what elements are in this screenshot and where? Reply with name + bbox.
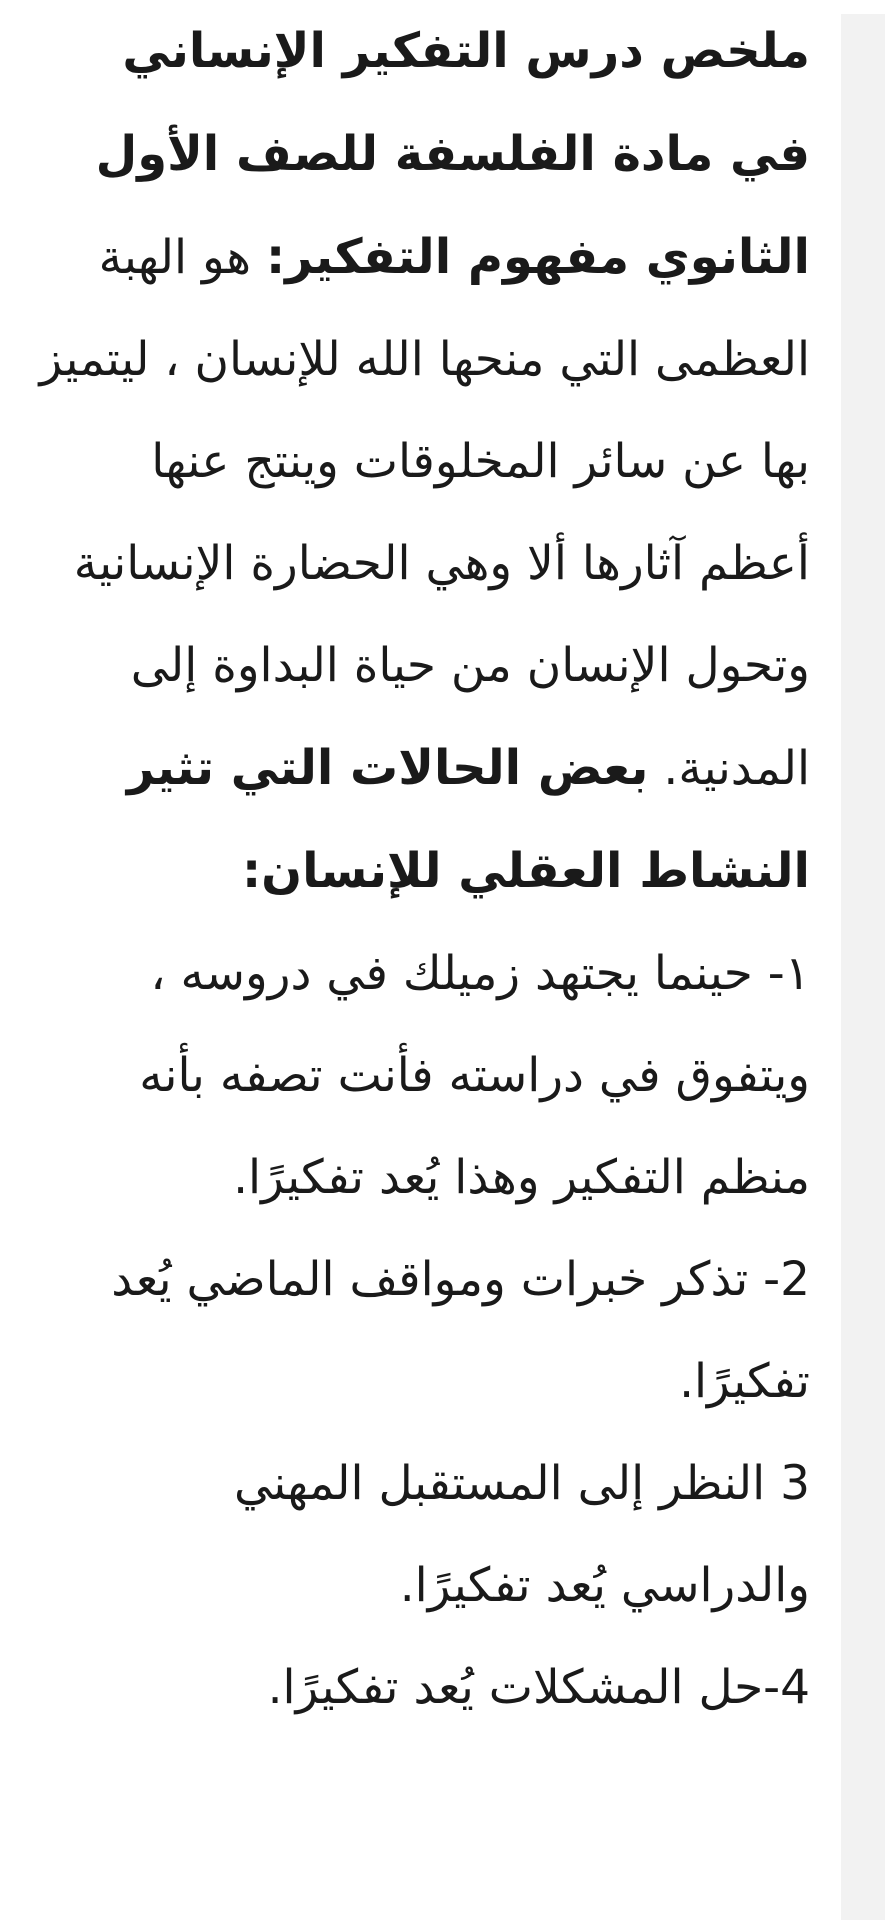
- article-intro: [30, 0, 810, 923]
- article-body: [30, 0, 810, 1739]
- list-item: ١- حينما يجتهد زميلك في دروسه ، ويتفوق في دراسته فأنت تصفه بأنه منظم التفكير وهذا يُعد تفكيرًا.: [139, 946, 810, 1205]
- scrollbar-track[interactable]: [841, 14, 885, 1920]
- list-item: 4-حل المشكلات يُعد تفكيرًا.: [267, 1660, 810, 1715]
- list-item: 3 النظر إلى المستقبل المهني والدراسي يُعد تفكيرًا.: [233, 1456, 810, 1613]
- thinking-definition: هو الهبة العظمى التي منحها الله للإنسان ، ليتميز بها عن سائر المخلوقات وينتج عنها أعظم آثارها ألا وهي الحضارة الإنسانية وتحول الإنسان من حياة البداوة إلى المدنية.: [39, 230, 810, 796]
- article-subheading: بعض الحالات التي تثير النشاط العقلي للإنسان:: [126, 740, 810, 899]
- article-heading: ملخص درس التفكير الإنساني في مادة الفلسفة للصف الأول الثانوي مفهوم التفكير:: [95, 23, 810, 285]
- list-item: 2- تذكر خبرات ومواقف الماضي يُعد تفكيرًا.: [111, 1252, 810, 1409]
